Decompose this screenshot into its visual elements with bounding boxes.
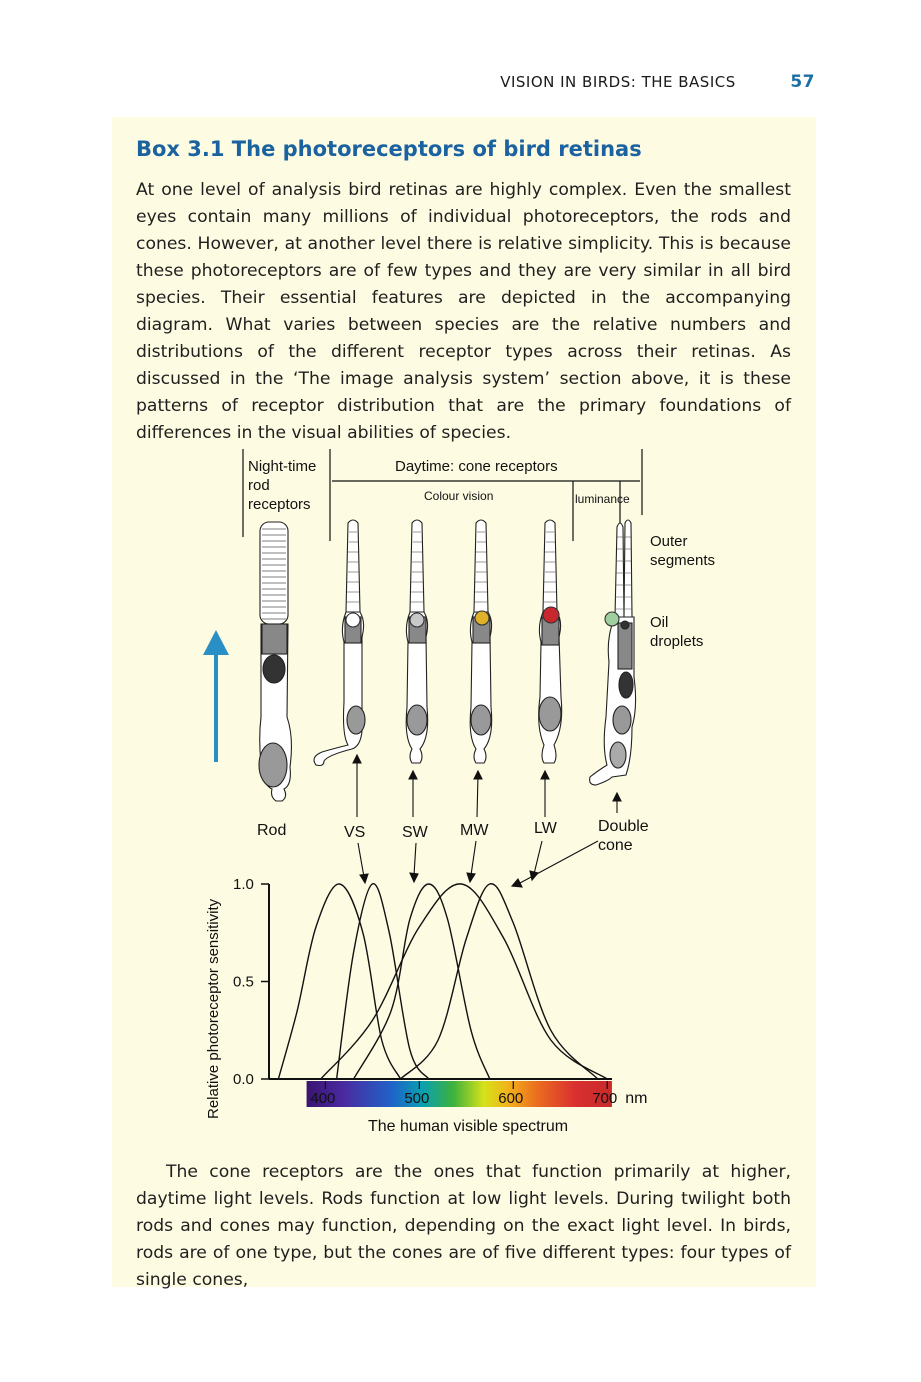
rod-cell-icon xyxy=(259,522,291,801)
lw-cone-icon xyxy=(539,520,562,763)
vs-label: VS xyxy=(344,824,366,841)
double-cone-icon xyxy=(590,520,636,785)
rod-group-label-3: receptors xyxy=(248,496,311,513)
vs-cone-icon xyxy=(314,520,365,766)
outer-segments-label-1: Outer xyxy=(650,533,688,550)
lw-oil-droplet xyxy=(543,607,559,623)
peak-pointer-arrows xyxy=(358,841,598,887)
photoreceptor-figure xyxy=(112,117,816,1157)
sensitivity-curve-sw xyxy=(337,884,429,1079)
sw-cone-icon xyxy=(406,520,428,763)
chart-x-tick-label: 500 xyxy=(404,1090,430,1107)
chart-y-tick-label: 0.0 xyxy=(233,1071,254,1088)
daytime-group-label: Daytime: cone receptors xyxy=(395,458,558,475)
luminance-label: luminance xyxy=(575,492,630,506)
colour-vision-label: Colour vision xyxy=(424,489,494,503)
sw-label: SW xyxy=(402,824,428,841)
sensitivity-curve-vs xyxy=(278,884,400,1079)
spectrum-label: The human visible spectrum xyxy=(368,1118,569,1135)
chart-y-tick-label: 0.5 xyxy=(233,973,254,991)
chart-x-tick-label: 700 xyxy=(592,1090,618,1107)
oil-droplets-label-2: droplets xyxy=(650,633,704,650)
running-head xyxy=(500,72,815,92)
rod-group-label-2: rod xyxy=(248,477,270,494)
rod-label: Rod xyxy=(257,822,287,839)
page-number: 57 xyxy=(790,72,815,92)
cell-pointer-arrows xyxy=(353,755,621,817)
info-box xyxy=(112,117,816,1290)
chart-x-tick-label: 600 xyxy=(498,1090,524,1107)
rod-group-label-1: Night-time xyxy=(248,458,317,475)
chart-y-axis-label: Relative photoreceptor sensitivity xyxy=(205,898,222,1119)
mw-oil-droplet xyxy=(475,611,489,625)
lw-label: LW xyxy=(534,820,557,837)
direction-arrow-icon xyxy=(203,630,229,762)
sensitivity-chart xyxy=(205,876,647,1135)
visible-spectrum-bar xyxy=(307,1081,612,1107)
double-cone-oil-droplet xyxy=(605,612,619,626)
double-cone-label-1: Double xyxy=(598,818,649,835)
mw-label: MW xyxy=(460,822,489,839)
box-paragraph-1: At one level of analysis bird retinas are highly complex. Even the smallest eyes contain many millions of individual photoreceptors, the rods and cones. However, at another level there is relative simplicity. This is because these photoreceptors are of few types and they are very similar in all bird species. Their essential features are depicted in the accompanying diagram. What varies between species are the relative numbers and distributions of the different receptor types across their retinas. As discussed in the ‘The image analysis system’ section above, it is these patterns of receptor distribution that are the primary foundations of differences in the visual abilities of species. xyxy=(136,180,791,443)
sw-oil-droplet xyxy=(410,613,424,627)
box-title: Box 3.1 The photoreceptors of bird retinas xyxy=(136,137,642,161)
chart-x-tick-label: 400 xyxy=(310,1090,336,1107)
outer-segments-label-2: segments xyxy=(650,552,716,569)
oil-droplets-label-1: Oil xyxy=(650,614,669,631)
mw-cone-icon xyxy=(470,520,492,763)
vs-oil-droplet xyxy=(346,613,360,627)
box-paragraph-2: The cone receptors are the ones that function primarily at higher, daytime light levels. Rods function at low light levels. During twilight both rods and cones may function, depending on the exact light level. In birds, rods are of one type, but the cones are of five different types: four types of single cones, xyxy=(136,1162,791,1290)
double-cone-label-2: cone xyxy=(598,837,633,854)
sensitivity-curve-mw xyxy=(354,884,490,1079)
running-head-title: VISION IN BIRDS: THE BASICS xyxy=(500,73,736,91)
nm-unit-label: nm xyxy=(625,1090,648,1107)
sensitivity-curve-lw xyxy=(401,884,598,1079)
chart-y-tick-label: 1.0 xyxy=(233,876,254,893)
